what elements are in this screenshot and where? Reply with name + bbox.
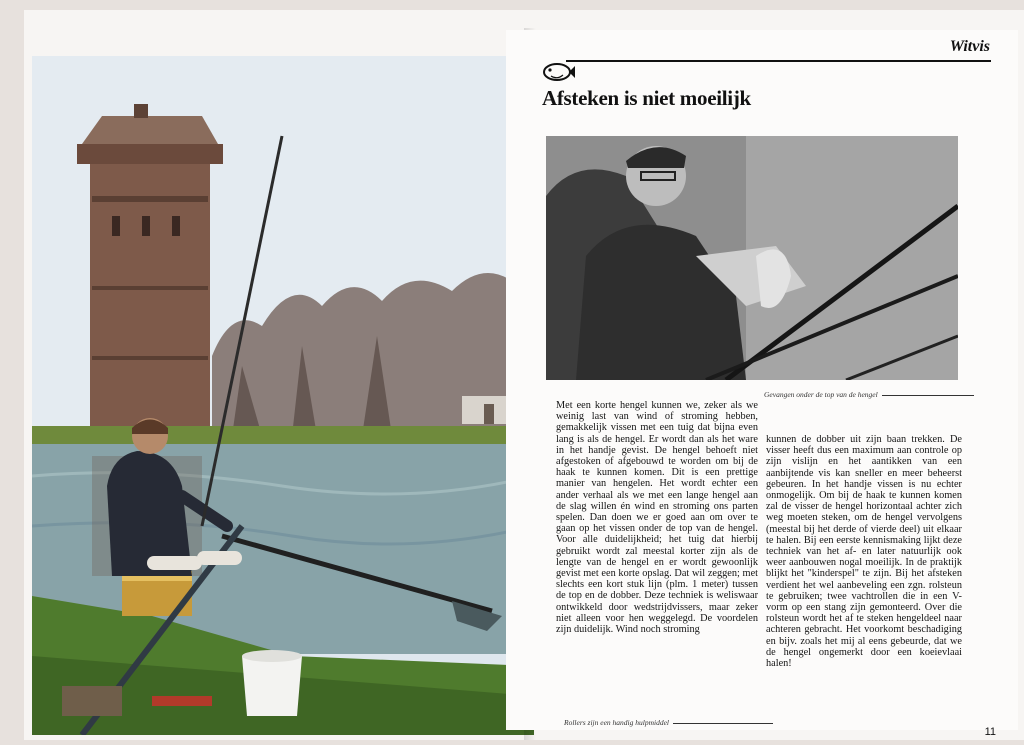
article-column-2: kunnen de dobber uit zijn baan trekken. De visser heeft dus een maximum aan controle op zijn vislijn en het aantikken van een aanbijtende vis kan sneller en meer beheerst gebeuren. In het handje vissen is nu echter onmogelijk. Om bij de haak te kunnen komen zal de visser de hengel horizontaal achter zich weg moeten steken, om de hengel vervolgens (meestal bij het derde of vierde deel) uit elkaar te halen. Bij een eerste kennismaking lijkt deze techniek van het af- en later natuurlijk ook weer aanbouwen nogal moeilijk. In de praktijk blijkt het "kinderspel" te zijn. Bij het afsteken verdient het wel aanbeveling een zgn. rolsteun te gebruiken; twee vachtrollen die in een V-vorm op een stang zijn gemonteerd. Over die rolsteun wordt het af te steken hengeldeel naar achteren gebracht. Het voorkomt beschadiging en bijv. zoals het mij al eens gebeurde, dat we de hengel ongemerkt door een koeievlaai halen! bbox=[766, 434, 962, 670]
left-page bbox=[24, 10, 534, 740]
section-label: Witvis bbox=[949, 38, 990, 55]
page-title: Afsteken is niet moeilijk bbox=[542, 86, 751, 110]
footer-caption bbox=[564, 718, 773, 727]
page-number: 11 bbox=[984, 726, 996, 738]
photo-caption bbox=[764, 390, 974, 399]
footer-caption-text: Rollers zijn een handig hulpmiddel bbox=[564, 718, 669, 727]
photo-angler-water-tower bbox=[32, 56, 534, 735]
article-column-1: Met een korte hengel kunnen we, zeker als we weinig last van wind of stroming hebben, gemakkelijk vissen met een tuig dat bijna even lang is als de hengel. Er wordt dan als het ware in het handje gevist. De hengel behoeft niet afgestoken of afgebouwd te worden om bij de haak te kunnen komen. Dit is een prettige manier van hengelen. Het wordt echter een ander verhaal als we met een lange hengel aan de slag willen én wind en stroming ons parten spelen. Dan doen we er goed aan om over te gaan op het vissen onder de top van de hengel. Voor alle duidelijkheid; het tuig dat hierbij gebruikt wordt zal meestal korter zijn als de lengte van de hengel en er wordt gewoonlijk gevist met een korte opslag. Dat wil zeggen; met slechts een kort stuk lijn (plm. 1 meter) tussen de top en de dobber. Deze techniek is weliswaar ontwikkeld door wedstrijdvissers, maar zeker niet alleen voor hen weggelegd. De voordelen zijn duidelijk. Wind noch stroming bbox=[556, 400, 758, 636]
photo-angler-with-fish bbox=[546, 136, 958, 380]
caption-rule bbox=[882, 395, 974, 396]
magazine-spread bbox=[24, 10, 1024, 740]
footer-caption-rule bbox=[673, 723, 773, 724]
photo-caption-text: Gevangen onder de top van de hengel bbox=[764, 390, 878, 399]
right-page bbox=[506, 30, 1018, 738]
fish-icon bbox=[541, 60, 575, 84]
header-rule bbox=[566, 60, 991, 62]
